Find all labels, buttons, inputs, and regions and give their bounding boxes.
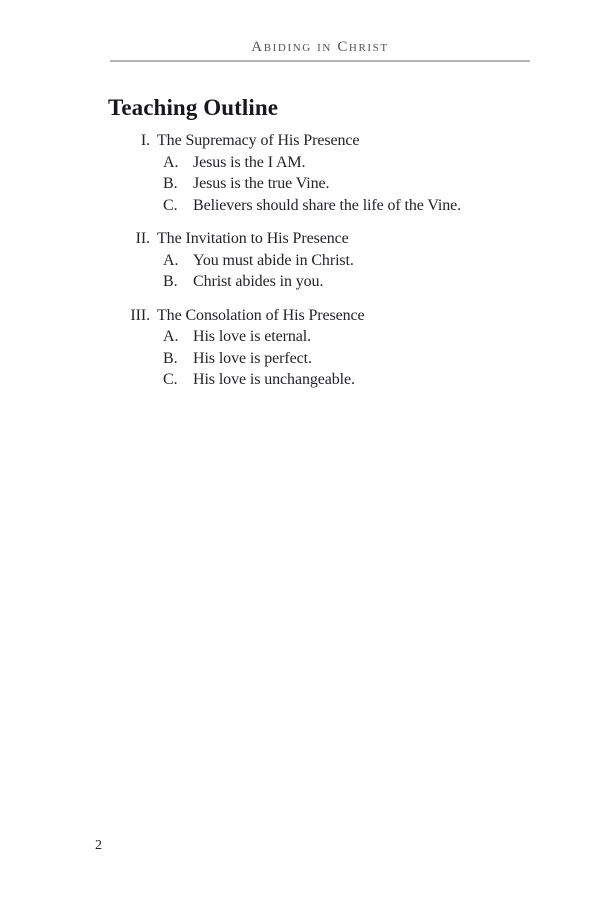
outline-item-letter: C.: [163, 196, 178, 214]
outline-item-text: You must abide in Christ.: [193, 251, 354, 269]
running-head: Abiding in Christ: [251, 39, 389, 55]
outline-item: [108, 326, 548, 348]
outline-item-letter: B.: [163, 273, 178, 290]
outline-item: [108, 173, 548, 195]
outline-item: [108, 348, 548, 370]
outline-item: [108, 250, 548, 272]
header-rule: [110, 60, 530, 62]
page-title: Teaching Outline: [108, 95, 279, 120]
outline-heading-row: [108, 228, 548, 250]
outline-item-text: Jesus is the true Vine.: [193, 175, 330, 192]
outline-item-text: Jesus is the I AM.: [193, 153, 306, 171]
outline-item-text: Christ abides in you.: [193, 273, 324, 290]
outline-heading-row: [108, 305, 548, 327]
outline-item-letter: C.: [163, 371, 178, 388]
outline-item-text: His love is eternal.: [193, 328, 311, 345]
outline-numeral: I.: [140, 132, 150, 149]
outline-heading: The Consolation of His Presence: [157, 306, 365, 324]
outline-item-letter: A.: [163, 153, 179, 171]
outline-heading-row: [108, 130, 548, 152]
outline-item-letter: B.: [163, 175, 178, 192]
page-number: 2: [95, 838, 102, 853]
outline-heading: The Invitation to His Presence: [157, 230, 349, 247]
outline-item-text: Believers should share the life of the Vine.: [193, 196, 462, 214]
outline-item-text: His love is perfect.: [193, 349, 312, 367]
outline-heading: The Supremacy of His Presence: [157, 132, 360, 149]
outline-numeral: III.: [130, 306, 150, 324]
outline-item-text: His love is unchangeable.: [193, 371, 355, 388]
outline-item-letter: A.: [163, 251, 179, 269]
outline-section: [108, 305, 548, 391]
outline-item: [108, 152, 548, 174]
outline-item: [108, 271, 548, 293]
outline-item-letter: A.: [163, 328, 179, 345]
outline-item: [108, 195, 548, 217]
outline-section: [108, 228, 548, 293]
outline-numeral: II.: [135, 230, 150, 247]
outline-section: [108, 130, 548, 216]
outline-item-letter: B.: [163, 349, 178, 367]
teaching-outline: [108, 130, 548, 391]
outline-item: [108, 369, 548, 391]
